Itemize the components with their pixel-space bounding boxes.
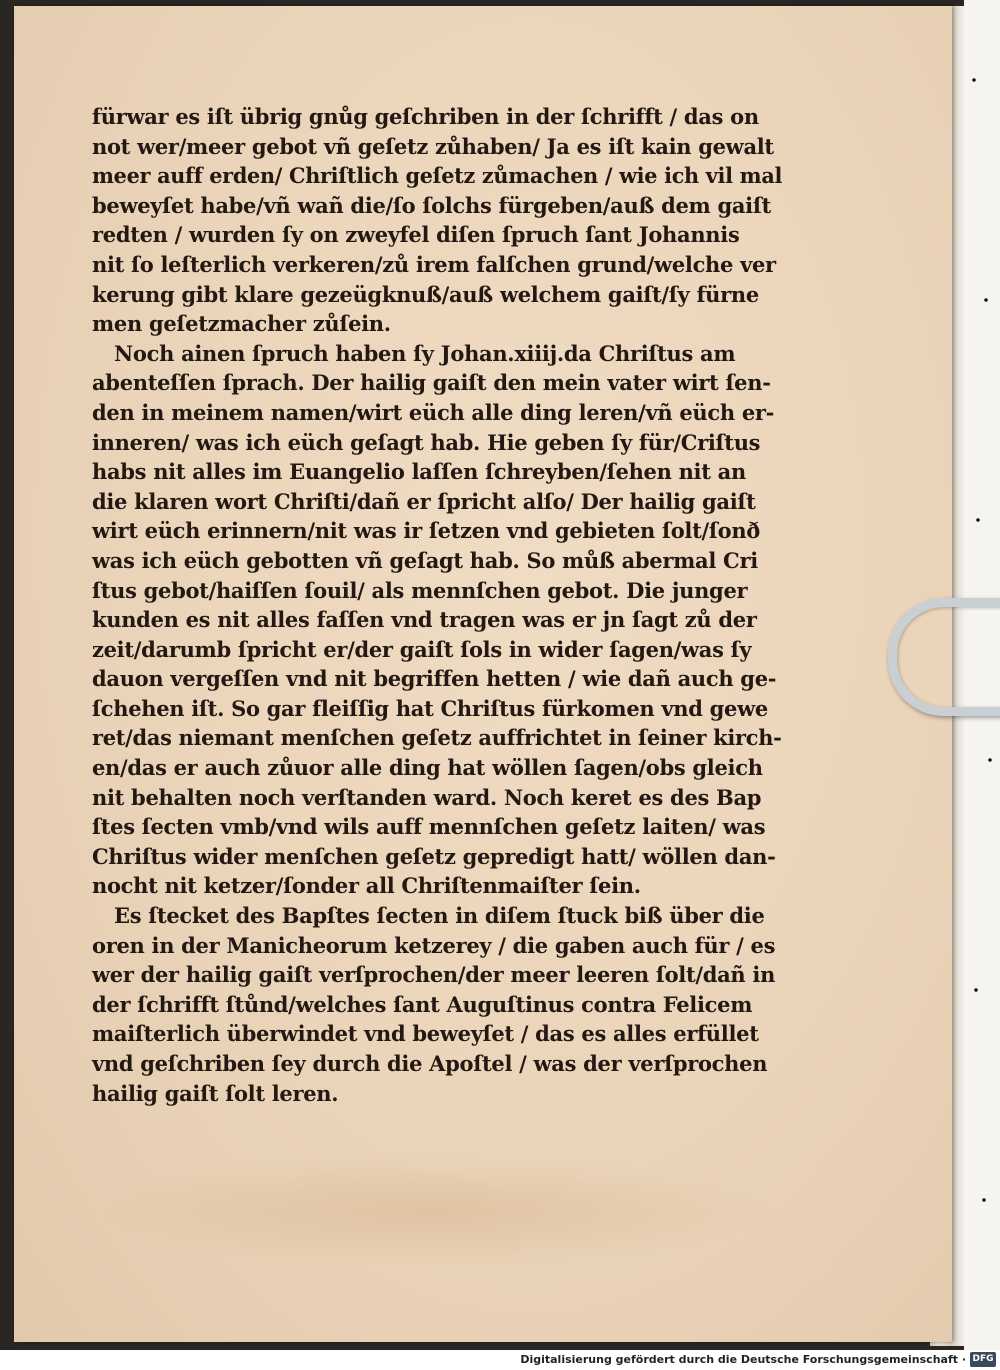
- text-line: kerung gibt klare gezeügknuß/auß welchem gaiſt/ſy fürne: [92, 281, 759, 307]
- text-line: Es ſtecket des Bapſtes ſecten in diſem ſtuck biß über die: [114, 903, 765, 929]
- text-line: oren in der Manicheorum ketzerey / die gaben auch für / es: [92, 932, 776, 958]
- text-line: der ſchrifft ſtůnd/welches ſant Auguſtinus contra Felicem: [92, 991, 753, 1017]
- text-line: inneren/ was ich eüch geſagt hab. Hie geben ſy für/Criſtus: [92, 429, 761, 455]
- text-line: Noch ainen ſpruch haben ſy Johan.xiiij.da Chriſtus am: [114, 340, 736, 366]
- water-stain: [94, 1156, 774, 1266]
- text-line: ſtes ſecten vmb/vnd wils auff mennſchen geſetz laiten/ was: [92, 814, 766, 840]
- text-line: habs nit alles im Euangelio laſſen ſchreyben/ſehen nit an: [92, 459, 746, 485]
- text-line: vnd geſchriben ſey durch die Apoſtel / was der verſprochen: [92, 1051, 768, 1076]
- text-line: nit behalten noch verſtanden ward. Noch keret es des Bap: [92, 784, 762, 810]
- text-line: redten / wurden ſy on zweyfel diſen ſpruch ſant Johannis: [92, 222, 740, 248]
- text-line: nocht nit ketzer/ſonder all Chriſtenmaiſter ſein.: [92, 873, 641, 899]
- text-line: beweyſet habe/vñ wañ die/ſo ſolchs fürgeben/auß dem gaiſt: [92, 192, 771, 218]
- text-line: meer auff erden/ Chriſtlich geſetz zůmachen / wie ich vil mal: [92, 163, 783, 189]
- text-line: not wer/meer gebot vñ geſetz zůhaben/ Ja es iſt kain gewalt: [92, 133, 774, 159]
- funding-credit: Digitalisierung gefördert durch die Deutsche Forschungsgemeinschaft ·: [520, 1353, 966, 1366]
- text-line: wer der hailig gaiſt verſprochen/der meer leeren ſolt/dañ in: [92, 962, 776, 988]
- text-line: die klaren wort Chriſti/dañ er ſpricht alſo/ Der hailig gaiſt: [92, 488, 756, 514]
- text-line: men geſetzmacher zůſein.: [92, 311, 391, 337]
- text-line: ret/das niemant menſchen geſetz auffrichtet in ſeiner kirch-: [92, 725, 782, 751]
- text-line: dauon vergeſſen vnd nit begriffen hetten / wie dañ auch ge-: [92, 666, 777, 692]
- text-line: wirt eüch erinnern/nit was ir ſetzen vnd gebieten ſolt/ſonð: [92, 518, 760, 544]
- text-line: kunden es nit alles faſſen vnd tragen was er jn ſagt zů der: [92, 607, 757, 633]
- dfg-logo-icon: DFG: [970, 1352, 996, 1367]
- text-line: ſchehen iſt. So gar fleiſſig hat Chriſtus fürkomen vnd gewe: [92, 695, 768, 721]
- text-line: ſtus gebot/haiſſen ſouil/ als mennſchen gebot. Die junger: [92, 577, 748, 603]
- page-text: [92, 102, 782, 1108]
- text-line: hailig gaiſt ſolt leren.: [92, 1080, 339, 1106]
- text-line: abenteſſen ſprach. Der hailig gaiſt den mein vater wirt ſen-: [92, 370, 771, 396]
- text-line: fürwar es iſt übrig gnůg geſchriben in der ſchrifft / das on: [92, 104, 759, 129]
- paper-clip-icon: [888, 598, 1000, 716]
- text-line: maiſterlich überwindet vnd beweyſet / das es alles erfüllet: [92, 1021, 759, 1047]
- text-line: zeit/darumb ſpricht er/der gaiſt ſols in wider ſagen/was ſy: [92, 636, 752, 662]
- text-line: nit ſo leſterlich verkeren/zů irem falſchen grund/welche ver: [92, 251, 776, 277]
- text-line: was ich eüch gebotten vñ geſagt hab. So můß abermal Cri: [92, 547, 758, 573]
- text-line: den in meinem namen/wirt eüch alle ding leren/vñ eüch er-: [92, 399, 775, 425]
- text-line: Chriſtus wider menſchen geſetz gepredigt hatt/ wöllen dan-: [92, 843, 776, 869]
- text-line: en/das er auch zůuor alle ding hat wöllen ſagen/obs gleich: [92, 755, 763, 781]
